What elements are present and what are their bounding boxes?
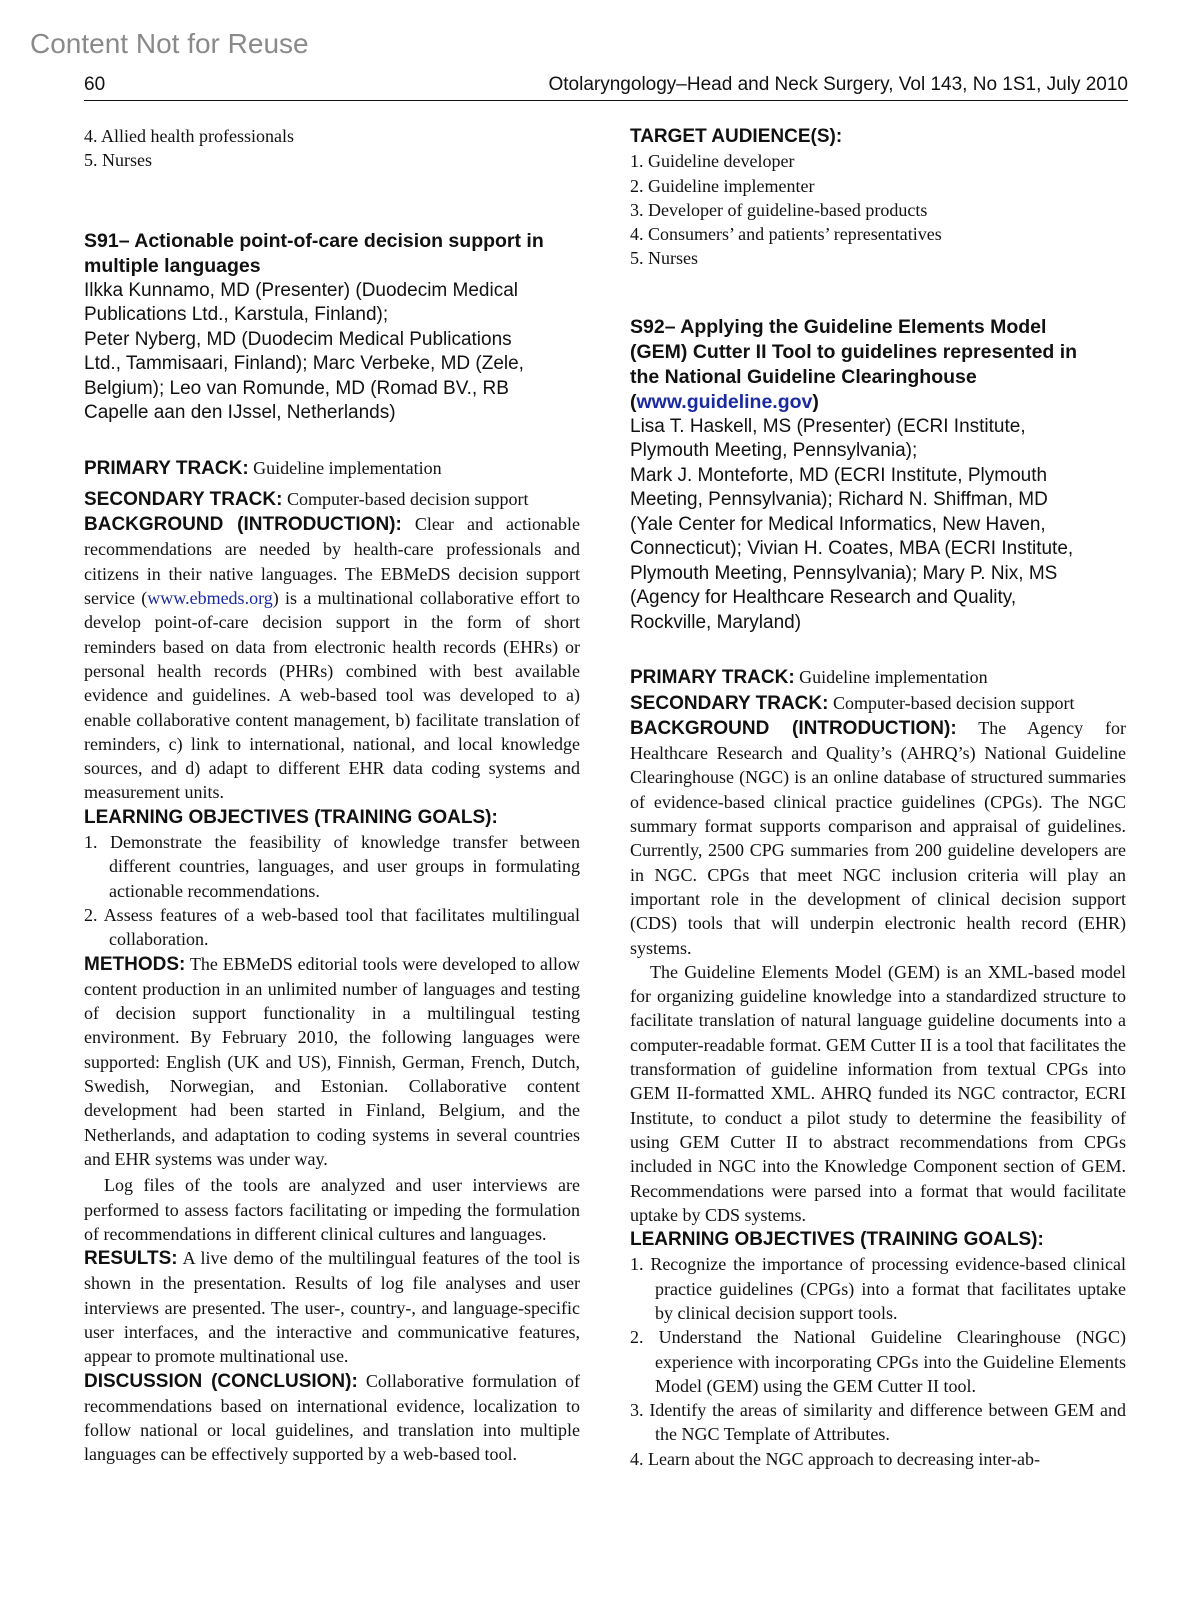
secondary-track: SECONDARY TRACK: Computer-based decision support — [84, 488, 529, 510]
list-item: 2. Understand the National Guideline Clearinghouse (NGC) experience with incorporating CPGs into the Guideline Elements Model (GEM) using the GEM Cutter II tool. — [630, 1327, 1126, 1396]
right-column — [630, 124, 1126, 1471]
guideline-gov-link[interactable]: www.guideline.gov — [636, 390, 813, 413]
ebmeds-link[interactable]: www.ebmeds.org — [147, 588, 273, 609]
objectives-list — [630, 1252, 1126, 1471]
list-item: 5. Nurses — [84, 150, 152, 171]
watermark: Content Not for Reuse — [30, 28, 309, 59]
list-item: 4. Learn about the NGC approach to decreasing inter-ab- — [630, 1448, 1040, 1469]
left-column — [84, 124, 580, 1467]
objectives-heading: LEARNING OBJECTIVES (TRAINING GOALS): — [630, 1229, 1044, 1251]
objectives-list — [84, 830, 580, 951]
methods-section: METHODS: The EBMeDS editorial tools were developed to allow content production in an unlimited number of languages and testing of decision support functionality in a multilingual testing environment. By February 2010, the following languages were supported: English (UK and US), Finnish, German, French, Dutch, Swedish, Norwegian, and Estonian. Collaborative content development had been started in Finland, Belgium, and the Netherlands, and adaptation to coding systems in several countries and EHR systems was under way. — [84, 953, 580, 1169]
carry-over-list — [84, 124, 580, 173]
abstract-title-s91: S91– Actionable point-of-care decision support in multiple languages — [84, 229, 544, 277]
list-item: 1. Recognize the importance of processing evidence-based clinical practice guidelines (CPGs) into a format that facilitates uptake by clinical decision support tools. — [630, 1254, 1126, 1323]
background-section: BACKGROUND (INTRODUCTION): Clear and actionable recommendations are needed by health-care professionals and citizens in their native languages. The EBMeDS decision support service (www.ebmeds.org) is a multinational collaborative effort to develop point-of-care decision support in the form of short reminders based on data from electronic health records (EHRs) or personal health records (PHRs) combined with best available evidence and guidelines. A web-based tool was developed to a) enable collaborative content management, b) facilitate translation of reminders, c) link to international, national, and local knowledge sources, and d) adapt to different EHR data coding systems and measurement units. — [84, 514, 580, 803]
list-item: 5. Nurses — [630, 248, 698, 269]
target-audience-heading: TARGET AUDIENCE(S): — [630, 126, 843, 147]
primary-track: PRIMARY TRACK: Guideline implementation — [84, 457, 442, 479]
list-item: 4. Allied health professionals — [84, 126, 294, 146]
results-section: RESULTS: A live demo of the multilingual features of the tool is shown in the presentation. Results of log file analyses and user interviews are presented. The user-, country-, and language-specific user interfaces, and the interactive and communicative features, appear to promote multinational use. — [84, 1248, 581, 1367]
list-item: 3. Developer of guideline-based products — [630, 199, 928, 220]
running-head — [84, 74, 1128, 101]
list-item: 1. Demonstrate the feasibility of knowledge transfer between different countries, languages, and user groups in formulating actionable recommendations. — [84, 832, 581, 901]
journal-citation: Otolaryngology–Head and Neck Surgery, Vol 143, No 1S1, July 2010 — [548, 74, 1128, 95]
discussion-section: DISCUSSION (CONCLUSION): Collaborative formulation of recommendations based on international evidence, localization to follow national or local guidelines, and translation into multiple languages can be effectively supported by a web-based tool. — [84, 1370, 580, 1465]
secondary-track: SECONDARY TRACK: Computer-based decision support — [630, 692, 1075, 714]
page-number: 60 — [84, 74, 106, 95]
author-list-s91: Ilkka Kunnamo, MD (Presenter) (Duodecim Medical Publications Ltd., Karstula, Finland); Peter Nyberg, MD (Duodecim Medical Publications Ltd., Tammisaari, Finland); Marc Verbeke, MD (Zele, Belgium); Leo van Romunde, MD (Romad BV., RB Capelle aan den IJssel, Netherlands) — [84, 279, 524, 424]
list-item: 4. Consumers’ and patients’ representatives — [630, 224, 942, 245]
list-item: 3. Identify the areas of similarity and difference between GEM and the NGC Template of Attributes. — [630, 1400, 1126, 1445]
author-list-s92: Lisa T. Haskell, MS (Presenter) (ECRI Institute, Plymouth Meeting, Pennsylvania); Mark J. Monteforte, MD (ECRI Institute, Plymouth Meeting, Pennsylvania); Richard N. Shiffman, MD (Yale Center for Medical Informatics, New Haven, Connecticut); Vivian H. Coates, MBA (ECRI Institute, Plymouth Meeting, Pennsylvania); Mary P. Nix, MS (Agency for Healthcare Research and Quality, Rockville, Maryland) — [630, 415, 1074, 633]
list-item: 2. Assess features of a web-based tool that facilitates multilingual collaboration. — [84, 904, 580, 950]
background-paragraph-2: The Guideline Elements Model (GEM) is an XML-based model for organizing guideline knowledge into a standardized structure to facilitate translation of natural language guideline documents into a computer-readable format. GEM Cutter II is a tool that facilitates the transformation of guideline information from textual CPGs into GEM II-formatted XML. AHRQ funded its NGC contractor, ECRI Institute, to conduct a pilot study to determine the feasibility of using GEM Cutter II to abstract recommendations from CPGs included in NGC into the Knowledge Component section of GEM. Recommendations were parsed into a format that would facilitate uptake by CDS systems. — [630, 961, 1126, 1225]
target-audience-list — [630, 149, 1126, 270]
background-section: BACKGROUND (INTRODUCTION): The Agency for Healthcare Research and Quality’s (AHRQ’s) National Guideline Clearinghouse (NGC) is an online database of structured summaries of evidence-based clinical practice guidelines (CPGs). The NGC summary format supports comparison and appraisal of guidelines. Currently, 2500 CPG summaries from 200 guideline developers are in NGC. CPGs that meet NGC inclusion criteria will play an important role in the development of clinical decision support (CDS) tools that will underpin electronic health record (EHR) systems. — [630, 717, 1126, 958]
methods-paragraph-2: Log files of the tools are analyzed and user interviews are performed to assess factors facilitating or impeding the formulation of recommendations in different clinical cultures and languages. — [84, 1175, 580, 1244]
list-item: 2. Guideline implementer — [630, 175, 815, 196]
abstract-title-s92: S92– Applying the Guideline Elements Model (GEM) Cutter II Tool to guidelines represented in the National Guideline Clearinghouse (www.guideline.gov) — [630, 315, 1078, 413]
primary-track: PRIMARY TRACK: Guideline implementation — [630, 667, 988, 689]
list-item: 1. Guideline developer — [630, 151, 795, 172]
objectives-heading: LEARNING OBJECTIVES (TRAINING GOALS): — [84, 806, 498, 828]
